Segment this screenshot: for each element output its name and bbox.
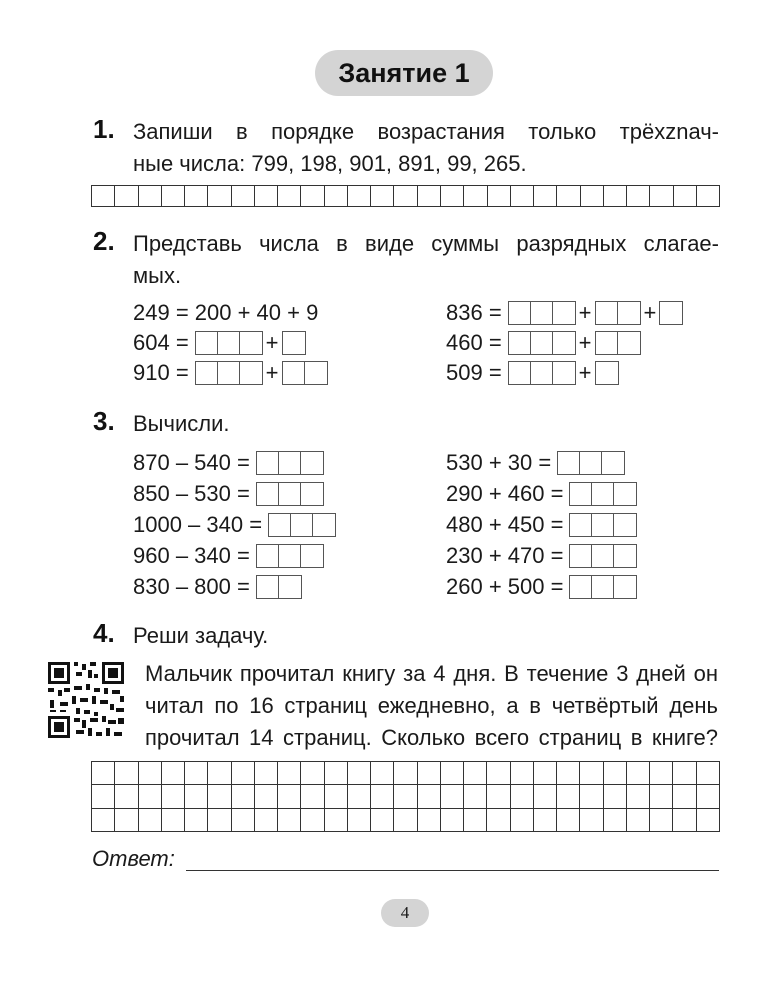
task3-expression: 260 + 500 = — [446, 573, 564, 599]
task2-left-row-3 — [133, 358, 331, 388]
answer-box[interactable] — [569, 575, 637, 599]
task3-expression: 850 – 530 = — [133, 480, 250, 506]
task2-expression: 604 = — [133, 330, 189, 355]
task3-expression: 960 – 340 = — [133, 542, 250, 568]
task2-right-row-1 — [446, 298, 686, 328]
task3-right-row-3 — [446, 509, 640, 540]
answer-box[interactable] — [569, 544, 637, 568]
page-number: 4 — [381, 899, 429, 927]
answer-label: Ответ: — [92, 846, 175, 871]
task2-expression: 836 = — [446, 300, 502, 325]
task3-left-row-2 — [133, 478, 339, 509]
answer-box[interactable] — [282, 331, 306, 355]
task3-left-column — [133, 447, 339, 602]
task1-line1: Запиши в порядке возрастания только трёхznач- — [133, 119, 719, 144]
task3-expression: 1000 – 340 = — [133, 511, 263, 537]
task3-expression: 870 – 540 = — [133, 449, 250, 475]
answer-box[interactable] — [569, 513, 637, 537]
task3-right-row-2 — [446, 478, 640, 509]
plus-sign: + — [265, 330, 279, 355]
answer-line[interactable] — [186, 870, 719, 871]
task3-right-row-1 — [446, 447, 640, 478]
task1-line2: ные числа: 799, 198, 901, 891, 99, 265. — [133, 151, 527, 176]
task2-right-row-2 — [446, 328, 686, 358]
task2-right-row-3 — [446, 358, 686, 388]
plus-sign: + — [265, 360, 279, 385]
answer-box[interactable] — [256, 451, 324, 475]
task3-left-row-1 — [133, 447, 339, 478]
task2-number: 2. — [93, 226, 115, 256]
task3-left-row-3 — [133, 509, 339, 540]
task3-expression: 290 + 460 = — [446, 480, 564, 506]
task4-number: 4. — [93, 618, 115, 648]
task2-left-column — [133, 298, 331, 388]
answer-box[interactable] — [195, 331, 263, 355]
answer-box[interactable] — [508, 331, 576, 355]
task2-expression: 509 = — [446, 360, 502, 385]
task4-line3: прочитал 14 страниц. Сколько всего страниц в книге? — [145, 725, 718, 750]
answer-box[interactable] — [508, 361, 576, 385]
task4-instruction: Реши задачу. — [133, 623, 269, 648]
qr-code-icon[interactable] — [46, 660, 126, 740]
task3-left-row-5 — [133, 571, 339, 602]
task2-left-row-1 — [133, 298, 331, 328]
task2-left-row-2 — [133, 328, 331, 358]
task4-solution-grid[interactable] — [91, 761, 720, 832]
task4-line1: Мальчик прочитал книгу за 4 дня. В течение 3 дней он — [145, 661, 718, 686]
plus-sign: + — [578, 330, 592, 355]
answer-box[interactable] — [595, 361, 619, 385]
task2-expression: 249 = 200 + 40 + 9 — [133, 300, 319, 325]
plus-sign: + — [578, 360, 592, 385]
answer-box[interactable] — [256, 482, 324, 506]
task3-expression: 830 – 800 = — [133, 573, 250, 599]
answer-box[interactable] — [195, 361, 263, 385]
task1-answer-cells[interactable] — [91, 185, 720, 207]
plus-sign: + — [643, 300, 657, 325]
task2-line2: мых. — [133, 263, 182, 288]
task3-number: 3. — [93, 406, 115, 436]
plus-sign: + — [578, 300, 592, 325]
task3-right-column — [446, 447, 640, 602]
answer-box[interactable] — [595, 301, 641, 325]
lesson-title: Занятие 1 — [315, 50, 493, 96]
task4-line2: читал по 16 страниц ежедневно, а в четвёртый день — [145, 693, 718, 718]
task3-expression: 230 + 470 = — [446, 542, 564, 568]
answer-box[interactable] — [256, 544, 324, 568]
task2-line1: Представь числа в виде суммы разрядных слагае- — [133, 231, 719, 256]
answer-box[interactable] — [557, 451, 625, 475]
task2-expression: 910 = — [133, 360, 189, 385]
answer-box[interactable] — [268, 513, 336, 537]
answer-box[interactable] — [508, 301, 576, 325]
task3-expression: 530 + 30 = — [446, 449, 552, 475]
task3-instruction: Вычисли. — [133, 411, 230, 436]
task1-number: 1. — [93, 114, 115, 144]
task3-expression: 480 + 450 = — [446, 511, 564, 537]
answer-box[interactable] — [256, 575, 302, 599]
task3-left-row-4 — [133, 540, 339, 571]
answer-box[interactable] — [282, 361, 328, 385]
task3-right-row-4 — [446, 540, 640, 571]
task3-right-row-5 — [446, 571, 640, 602]
task2-right-column — [446, 298, 686, 388]
answer-box[interactable] — [569, 482, 637, 506]
task2-expression: 460 = — [446, 330, 502, 355]
answer-box[interactable] — [595, 331, 641, 355]
answer-box[interactable] — [659, 301, 683, 325]
